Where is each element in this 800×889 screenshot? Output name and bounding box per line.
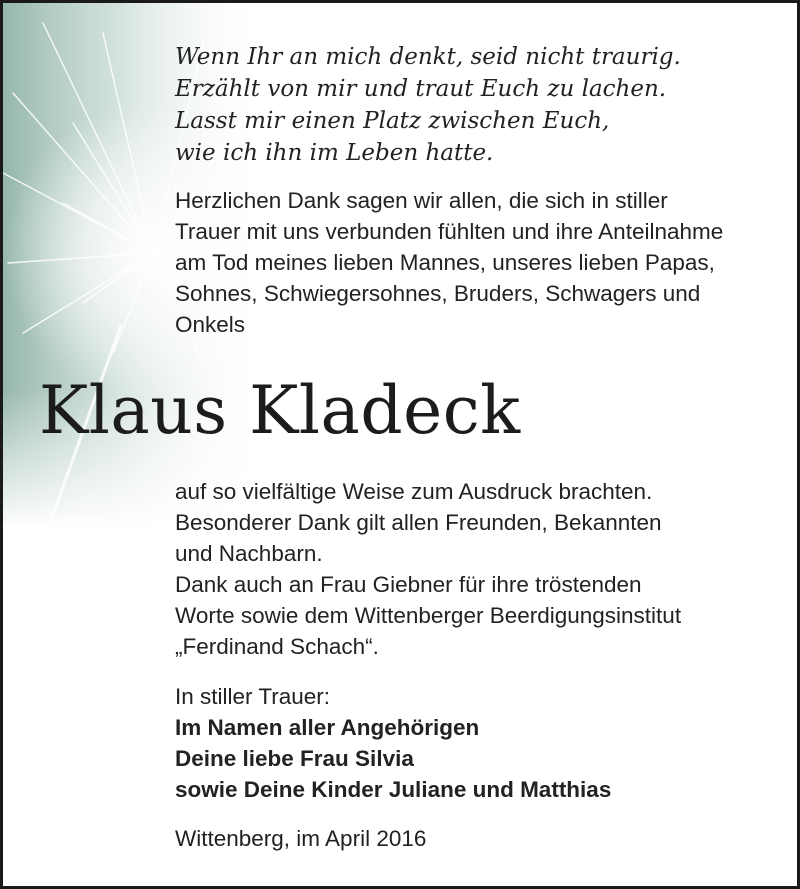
memorial-poem: [175, 41, 681, 169]
place-date-text: Wittenberg, im April 2016: [175, 826, 427, 851]
poem-line: Erzählt von mir und traut Euch zu lachen.: [175, 76, 667, 102]
thanks-body-line: „Ferdinand Schach“.: [175, 634, 379, 659]
thanks-intro-line: Sohnes, Schwiegersohnes, Bruders, Schwagers und: [175, 281, 701, 306]
thanks-body: [175, 476, 681, 662]
thanks-intro-line: am Tod meines lieben Mannes, unseres lieben Papas,: [175, 250, 715, 275]
thanks-body-line: und Nachbarn.: [175, 541, 323, 566]
place-date: [175, 823, 426, 854]
thanks-intro-line: Herzlichen Dank sagen wir allen, die sich in stiller: [175, 188, 668, 213]
deceased-name: Klaus Kladeck: [39, 372, 521, 449]
mourner-line: sowie Deine Kinder Juliane und Matthias: [175, 777, 612, 802]
thanks-intro-line: Trauer mit uns verbunden fühlten und ihre Anteilnahme: [175, 219, 724, 244]
mourners-block: [175, 681, 611, 805]
poem-line: Wenn Ihr an mich denkt, seid nicht traurig.: [175, 44, 681, 70]
mourner-line: Im Namen aller Angehörigen: [175, 715, 480, 740]
poem-line: wie ich ihn im Leben hatte.: [175, 140, 494, 166]
thanks-body-line: auf so vielfältige Weise zum Ausdruck brachten.: [175, 479, 653, 504]
mourner-line: Deine liebe Frau Silvia: [175, 746, 414, 771]
thanks-body-line: Dank auch an Frau Giebner für ihre tröstenden: [175, 572, 642, 597]
thanks-intro-line: Onkels: [175, 312, 246, 337]
mourners-heading: In stiller Trauer:: [175, 684, 331, 709]
poem-line: Lasst mir einen Platz zwischen Euch,: [175, 108, 610, 134]
thanks-intro: [175, 185, 723, 340]
thanks-body-line: Besonderer Dank gilt allen Freunden, Bekannten: [175, 510, 662, 535]
thanks-body-line: Worte sowie dem Wittenberger Beerdigungsinstitut: [175, 603, 682, 628]
